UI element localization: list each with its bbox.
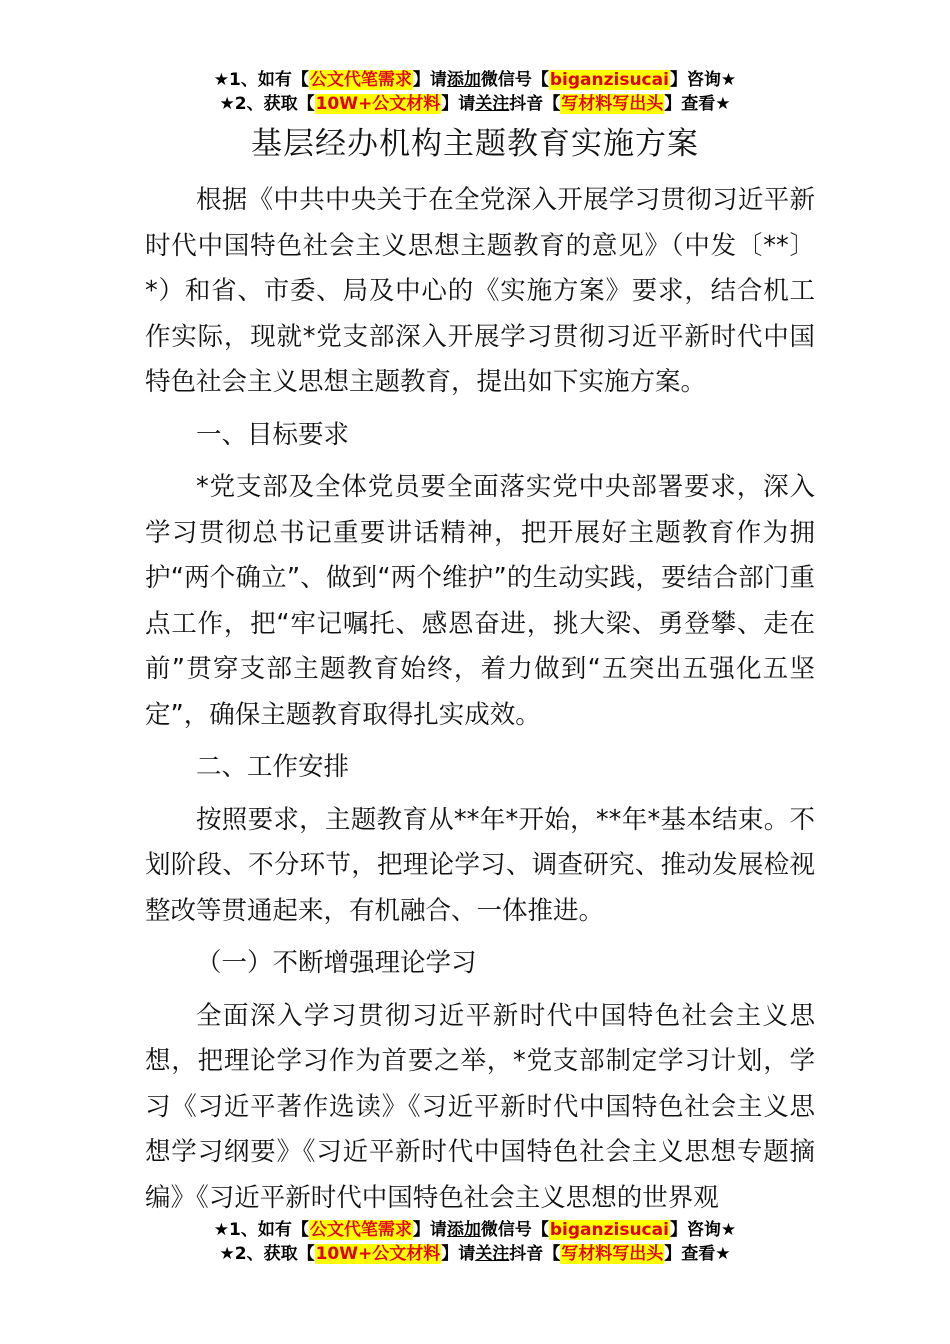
banner-highlight: 写材料写出头 (561, 1244, 664, 1264)
document-body (145, 178, 815, 1221)
paragraph-intro: 根据《中共中央关于在全党深入开展学习贯彻习近平新时代中国特色社会主义思想主题教育的意见》（中发〔**〕*）和省、市委、局及中心的《实施方案》要求，结合机工作实际，现就*党支部深入开展学习贯彻习近平新时代中国特色社会主义思想主题教育，提出如下实施方案。 (145, 185, 815, 397)
heading-goals: 一、目标要求 (196, 419, 350, 450)
paragraph-arrangement: 按照要求，主题教育从**年*开始，**年*基本结束。不划阶段、不分环节，把理论学习、调查研究、推动发展检视整改等贯通起来，有机融合、一体推进。 (145, 804, 815, 926)
banner-text: 】咨询★ (669, 70, 737, 90)
banner-wechat-id: biganzisucai (549, 1220, 669, 1240)
banner-text: ★2、获取【 (219, 94, 315, 114)
banner-text: 抖音【 (509, 94, 561, 114)
document-title: 基层经办机构主题教育实施方案 (251, 126, 699, 162)
banner-text: 】请 (412, 70, 447, 90)
header-banner (0, 68, 950, 116)
paragraph-goals: *党支部及全体党员要全面落实党中央部署要求，深入学习贯彻总书记重要讲话精神，把开展好主题教育作为拥护“两个确立”、做到“两个维护”的生动实践，要结合部门重点工作，把“牢记嘱托、感恩奋进，挑大梁、勇登攀、走在前”贯穿支部主题教育始终，着力做到“五突出五强化五坚定”，确保主题教育取得扎实成效。 (145, 472, 815, 730)
banner-text: 】请 (412, 1220, 447, 1240)
banner-text: 】请 (441, 94, 476, 114)
banner-underlined: 添加 (446, 1220, 481, 1240)
banner-line-1 (0, 68, 950, 92)
banner-text: 抖音【 (509, 1244, 561, 1264)
heading-arrangement: 二、工作安排 (196, 752, 350, 782)
banner-wechat-id: biganzisucai (549, 70, 669, 90)
banner-text: 】查看★ (664, 94, 731, 114)
banner-line-2 (0, 1242, 950, 1266)
banner-highlight: 公文代笔需求 (309, 1220, 412, 1240)
banner-text: 】查看★ (664, 1244, 731, 1264)
banner-underlined: 关注 (475, 94, 510, 114)
subheading-theory-study: （一）不断增强理论学习 (196, 948, 477, 978)
banner-underlined: 关注 (475, 1244, 510, 1264)
banner-highlight: 10W+公文材料 (315, 1244, 441, 1264)
banner-text: 微信号【 (480, 70, 549, 90)
banner-text: ★1、如有【 (213, 70, 309, 90)
banner-text: 】请 (441, 1244, 476, 1264)
banner-line-1 (0, 1218, 950, 1242)
banner-text: ★1、如有【 (213, 1220, 309, 1240)
banner-highlight: 10W+公文材料 (315, 94, 441, 114)
banner-highlight: 写材料写出头 (561, 94, 664, 114)
banner-line-2 (0, 92, 950, 116)
banner-text: 微信号【 (480, 1220, 549, 1240)
banner-text: ★2、获取【 (219, 1244, 315, 1264)
footer-banner (0, 1218, 950, 1266)
banner-highlight: 公文代笔需求 (309, 70, 412, 90)
banner-text: 】咨询★ (669, 1220, 737, 1240)
paragraph-theory-study: 全面深入学习贯彻习近平新时代中国特色社会主义思想，把理论学习作为首要之举，*党支部制定学习计划，学习《习近平著作选读》《习近平新时代中国特色社会主义思想学习纲要》《习近平新时代中国特色社会主义思想专题摘编》《习近平新时代中国特色社会主义思想的世界观 (145, 1000, 815, 1213)
banner-underlined: 添加 (446, 70, 481, 90)
